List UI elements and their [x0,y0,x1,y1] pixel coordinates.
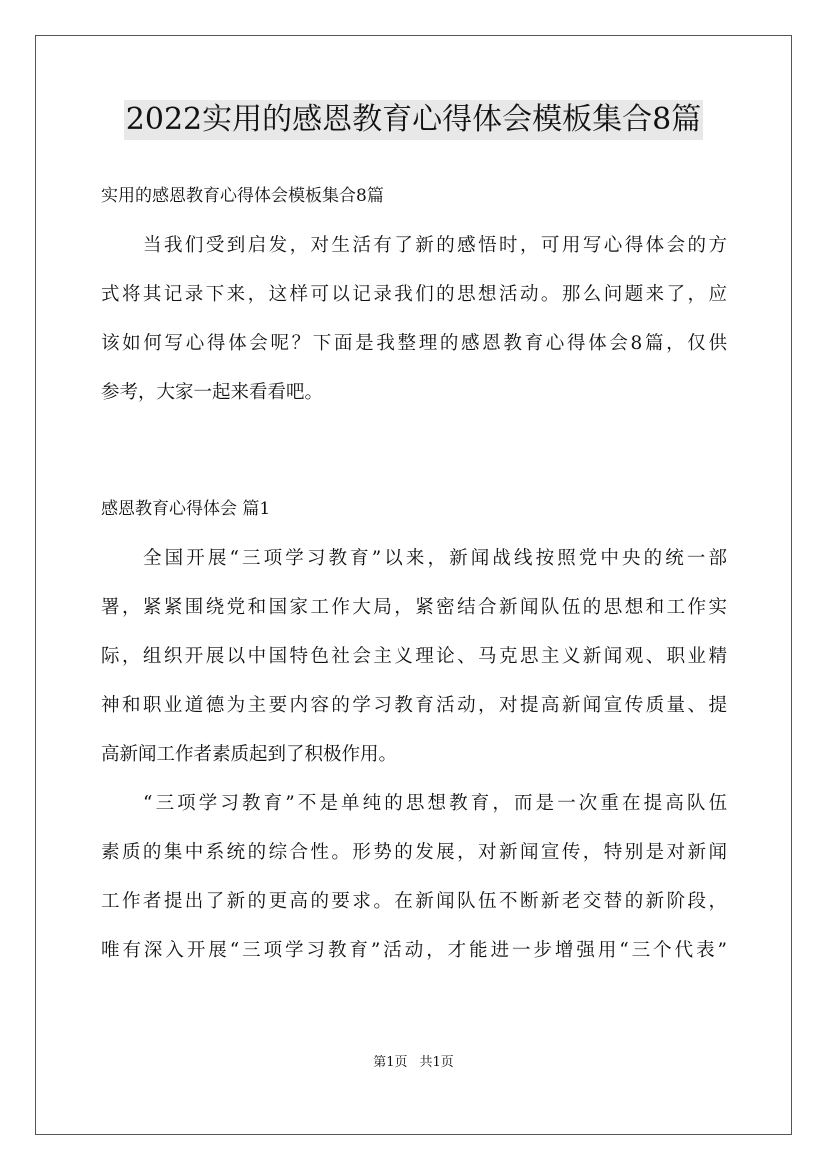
document-body [101,172,727,975]
intro-line: 当我们受到启发，对生活有了新的感悟时，可用写心得体会的方 [143,235,727,256]
section-gap [101,417,727,485]
page-number: 第1页 [373,1055,408,1070]
paragraph2-line: 唯有深入开展“三项学习教育”活动，才能进一步增强用“三个代表” [101,940,727,961]
paragraph1-line: 署，紧紧围绕党和国家工作大局，紧密结合新闻队伍的思想和工作实 [101,597,727,618]
section-heading: 感恩教育心得体会 篇1 [101,499,271,519]
paragraph1-line: 际，组织开展以中国特色社会主义理论、马克思主义新闻观、职业精 [101,646,727,667]
title-container [0,100,827,140]
paragraph2-line: 工作者提出了新的更高的要求。在新闻队伍不断新老交替的新阶段， [101,891,727,912]
paragraph1-line: 全国开展“三项学习教育”以来，新闻战线按照党中央的统一部 [143,548,727,569]
page-total: 共1页 [419,1055,454,1070]
document-subtitle: 实用的感恩教育心得体会模板集合8篇 [101,186,384,206]
intro-line: 式将其记录下来，这样可以记录我们的思想活动。那么问题来了，应 [101,284,727,305]
paragraph1-line: 神和职业道德为主要内容的学习教育活动，对提高新闻宣传质量、提 [101,695,727,716]
paragraph2-line: 素质的集中系统的综合性。形势的发展，对新闻宣传，特别是对新闻 [101,842,727,863]
intro-line: 参考，大家一起来看看吧。 [101,382,324,403]
page-footer [0,1053,827,1073]
document-title: 2022实用的感恩教育心得体会模板集合8篇 [124,100,703,140]
paragraph2-line: “三项学习教育”不是单纯的思想教育，而是一次重在提高队伍 [143,793,727,814]
intro-line: 该如何写心得体会呢？下面是我整理的感恩教育心得体会8篇，仅供 [101,333,727,354]
paragraph1-line: 高新闻工作者素质起到了积极作用。 [101,744,398,765]
